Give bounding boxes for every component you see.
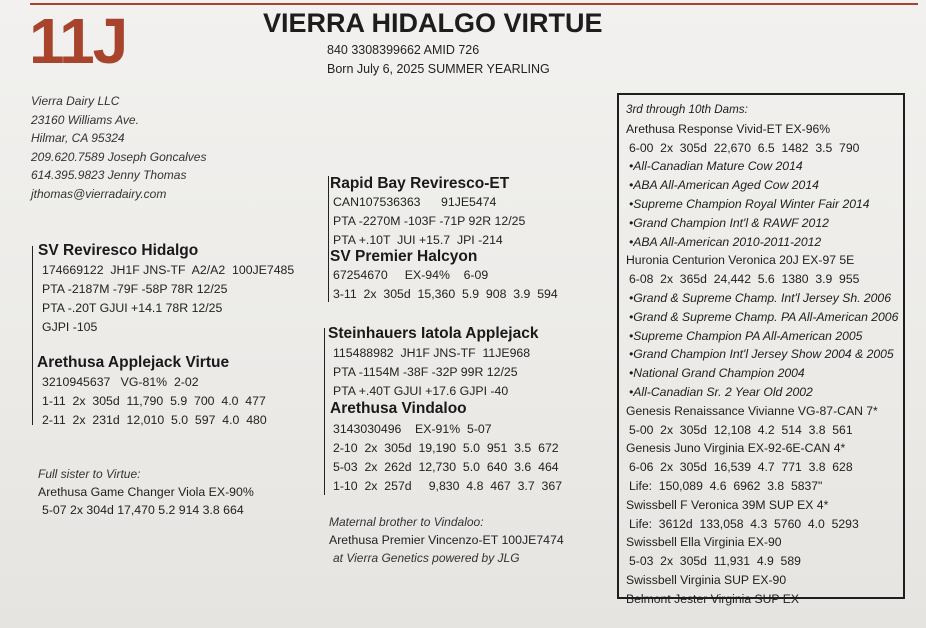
dam-dam-details [333, 420, 562, 496]
dam-sire-name: Steinhauers Iatola Applejack [328, 325, 539, 342]
dam-entry-name: Huronia Centurion Veronica 20J EX-97 5E [626, 253, 855, 268]
dam-entry-award: •Grand & Supreme Champ. PA All-American 2006 [629, 309, 899, 324]
pedigree-bracket-sire-side [328, 176, 329, 302]
dam-line: 3210945637 VG-81% 2-02 [42, 375, 199, 389]
dams-heading: 3rd through 10th Dams: [626, 103, 748, 116]
dam-entry-record: Life: 150,089 4.6 6962 3.8 5837" [629, 478, 823, 493]
dam-dam-line: 1-10 2x 257d 9,830 4.8 467 3.7 367 [333, 478, 563, 493]
sire-name: SV Reviresco Hidalgo [38, 242, 199, 259]
dam-line: 1-11 2x 305d 11,790 5.9 700 4.0 477 [42, 393, 266, 408]
dam-name: Arethusa Applejack Virtue [37, 354, 230, 371]
dam-entry-name: Belmont Jester Virginia SUP EX [626, 591, 799, 606]
dam-entry-award: •ABA All-American 2010-2011-2012 [629, 234, 822, 249]
pedigree-bracket-dam-side [324, 328, 325, 495]
dam-entry-award: •Grand Champion Int'l Jersey Show 2004 & 2005 [629, 347, 894, 362]
sire-line: 174669122 JH1F JNS-TF A2/A2 100JE7485 [42, 263, 295, 277]
sire-dam-name: SV Premier Halcyon [330, 248, 478, 265]
full-sister-name: Arethusa Game Changer Viola EX-90% [38, 485, 254, 499]
consignor-phone-1[interactable]: 209.620.7589 Joseph Goncalves [31, 149, 207, 164]
extended-dams-list [626, 101, 898, 609]
dam-details [42, 373, 267, 430]
dam-entry-award: •ABA All-American Aged Cow 2014 [629, 178, 819, 193]
dam-entry-record: 6-08 2x 365d 24,442 5.6 1380 3.9 955 [629, 272, 860, 287]
dam-entry-record: 5-00 2x 305d 12,108 4.2 514 3.8 561 [629, 422, 853, 437]
dam-entry-name: Swissbell F Veronica 39M SUP EX 4* [626, 497, 829, 512]
dam-entry-name: Swissbell Virginia SUP EX-90 [626, 572, 787, 587]
sire-dam-details [333, 266, 558, 304]
maternal-brother-note: at Vierra Genetics powered by JLG [333, 551, 520, 565]
maternal-brother-name: Arethusa Premier Vincenzo-ET 100JE7474 [329, 533, 564, 547]
dam-entry-record: Life: 3612d 133,058 4.3 5760 4.0 5293 [629, 516, 859, 531]
sire-sire-name: Rapid Bay Reviresco-ET [330, 175, 510, 192]
consignor-phone-2[interactable]: 614.395.9823 Jenny Thomas [31, 168, 187, 183]
dam-entry-name: Genesis Renaissance Vivianne VG-87-CAN 7* [626, 403, 878, 418]
dam-sire-line: PTA +.40T GJUI +17.6 GJPI -40 [333, 383, 509, 398]
dam-dam-line: 3143030496 EX-91% 5-07 [333, 422, 492, 436]
dam-entry-record: 6-06 2x 305d 16,539 4.7 771 3.8 628 [629, 460, 853, 475]
consignor-address: 23160 Williams Ave. [31, 112, 139, 127]
dam-entry-award: •National Grand Champion 2004 [629, 366, 805, 381]
dam-sire-line: 115488982 JH1F JNS-TF 11JE968 [333, 346, 531, 360]
sire-line: PTA -2187M -79F -58P 78R 12/25 [42, 281, 228, 296]
dam-dam-line: 5-03 2x 262d 12,730 5.0 640 3.6 464 [333, 459, 559, 474]
dam-entry-award: •All-Canadian Sr. 2 Year Old 2002 [629, 384, 813, 399]
top-rule [30, 3, 918, 5]
consignor-block [31, 92, 206, 204]
dam-entry-name: Swissbell Ella Virginia EX-90 [626, 535, 782, 550]
dam-sire-line: PTA -1154M -38F -32P 99R 12/25 [333, 364, 518, 379]
sire-sire-details [333, 193, 525, 250]
sire-dam-line: 67254670 EX-94% 6-09 [333, 268, 489, 282]
sire-line: GJPI -105 [42, 319, 98, 334]
dam-entry-award: •Supreme Champion PA All-American 2005 [629, 328, 863, 343]
dam-entry-name: Arethusa Response Vivid-ET EX-96% [626, 121, 831, 136]
dam-entry-award: •Grand Champion Int'l & RAWF 2012 [629, 215, 829, 230]
dam-entry-award: •Supreme Champion Royal Winter Fair 2014 [629, 196, 870, 211]
dam-entry-record: 5-03 2x 305d 11,931 4.9 589 [629, 554, 801, 569]
sire-details [42, 261, 294, 337]
maternal-brother-label: Maternal brother to Vindaloo: [329, 515, 484, 529]
full-sister-record: 5-07 2x 304d 17,470 5.2 914 3.8 664 [42, 503, 244, 517]
dam-dam-line: 2-10 2x 305d 19,190 5.0 951 3.5 672 [333, 440, 559, 455]
consignor-email[interactable]: jthomas@vierradairy.com [31, 186, 167, 201]
sire-sire-line: PTA -2270M -103F -71P 92R 12/25 [333, 213, 526, 228]
birth-line: Born July 6, 2025 SUMMER YEARLING [327, 62, 550, 76]
sire-sire-line: CAN107536363 91JE5474 [333, 195, 497, 209]
dam-entry-award: •All-Canadian Mature Cow 2014 [629, 159, 803, 174]
sire-dam-line: 3-11 2x 305d 15,360 5.9 908 3.9 594 [333, 286, 558, 301]
dam-sire-details [333, 344, 530, 401]
dam-entry-record: 6-00 2x 305d 22,670 6.5 1482 3.5 790 [629, 140, 860, 155]
consignor-name: Vierra Dairy LLC [31, 94, 120, 108]
pedigree-bracket-sire-dam [32, 246, 33, 425]
sire-line: PTA -.20T GJUI +14.1 78R 12/25 [42, 300, 223, 315]
full-sister-label: Full sister to Virtue: [38, 467, 141, 481]
sire-sire-line: PTA +.10T JUI +15.7 JPI -214 [333, 232, 503, 247]
dam-entry-name: Genesis Juno Virginia EX-92-6E-CAN 4* [626, 441, 846, 456]
dam-entry-award: •Grand & Supreme Champ. Int'l Jersey Sh. 2006 [629, 290, 891, 305]
dam-line: 2-11 2x 231d 12,010 5.0 597 4.0 480 [42, 412, 267, 427]
animal-title: VIERRA HIDALGO VIRTUE [263, 8, 603, 38]
lot-number: 11J [29, 5, 127, 77]
dam-dam-name: Arethusa Vindaloo [330, 400, 467, 417]
consignor-city: Hilmar, CA 95324 [31, 131, 125, 146]
registration-line: 840 3308399662 AMID 726 [327, 43, 480, 57]
